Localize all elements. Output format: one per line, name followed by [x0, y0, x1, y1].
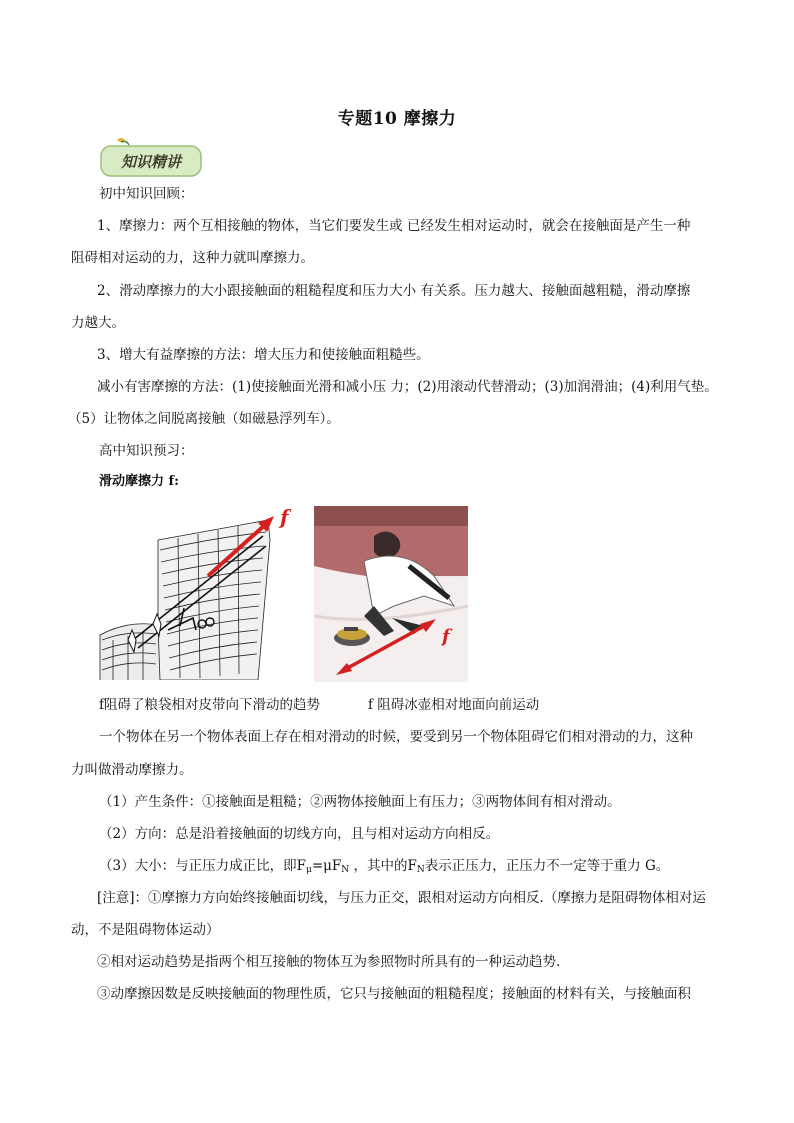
force-label-f-2: f [442, 626, 450, 647]
note-line-1: [注意]：①摩擦力方向始终接触面切线，与压力正交，跟相对运动方向相反.（摩擦力是阻碍物体相对运 [97, 890, 706, 906]
curling-figure [314, 506, 468, 682]
para-3: 3、增大有益摩擦的方法：增大压力和使接触面粗糙些。 [97, 347, 430, 363]
definition-line-1: 一个物体在另一个物体表面上存在相对滑动的时候，要受到另一个物体阻碍它们相对滑动的力，这种 [99, 729, 693, 745]
page-title: 专题10 摩擦力 [337, 109, 457, 129]
para-4-line-2: （5）让物体之间脱离接触（如磁悬浮列车）。 [68, 411, 340, 427]
badge-text: 知识精讲 [120, 153, 182, 171]
caption-left: f阻碍了粮袋相对皮带向下滑动的趋势 [99, 697, 320, 713]
para-1-line-1: 1、摩擦力：两个互相接触的物体，当它们要发生或 已经发生相对运动时，就会在接触面是产生一种 [97, 218, 691, 234]
sliding-friction-heading: 滑动摩擦力 f: [99, 474, 179, 489]
conveyor-belt-figure [98, 500, 298, 680]
para-4-line-1: 减小有害摩擦的方法：(1)使接触面光滑和减小压 力；(2)用滚动代替滑动；(3)加润滑油；(4)利用气垫。 [97, 379, 718, 395]
direction-item: （2）方向：总是沿着接触面的切线方向，且与相对运动方向相反。 [99, 826, 500, 842]
note-2: ②相对运动趋势是指两个相互接触的物体互为参照物时所具有的一种运动趋势. [97, 954, 561, 970]
condition-item: （1）产生条件：①接触面是粗糙；②两物体接触面上有压力；③两物体间有相对滑动。 [99, 794, 621, 810]
para-1-line-2: 阻碍相对运动的力，这种力就叫摩擦力。 [71, 250, 314, 266]
senior-heading: 高中知识预习： [99, 443, 194, 459]
force-label-f-1: f [280, 505, 289, 529]
note-3: ③动摩擦因数是反映接触面的物理性质，它只与接触面的粗糙程度；接触面的材料有关，与接触面积 [97, 986, 691, 1002]
magnitude-item: （3）大小：与正压力成正比，即$F_\mu=\mu F_N$ ，其中的$F_N$表示正压力，正压力不一定等于重力 G。 [99, 858, 670, 875]
para-2-line-2: 力越大。 [71, 315, 125, 331]
junior-heading: 初中知识回顾： [99, 186, 194, 202]
knowledge-badge [99, 136, 203, 180]
note-line-2: 动，不是阻碍物体运动） [71, 922, 220, 938]
definition-line-2: 力叫做滑动摩擦力。 [71, 762, 193, 778]
para-2-line-1: 2、滑动摩擦力的大小跟接触面的粗糙程度和压力大小 有关系。压力越大、接触面越粗糙，滑动摩擦 [97, 283, 691, 299]
caption-right: f 阻碍冰壶相对地面向前运动 [368, 697, 540, 713]
